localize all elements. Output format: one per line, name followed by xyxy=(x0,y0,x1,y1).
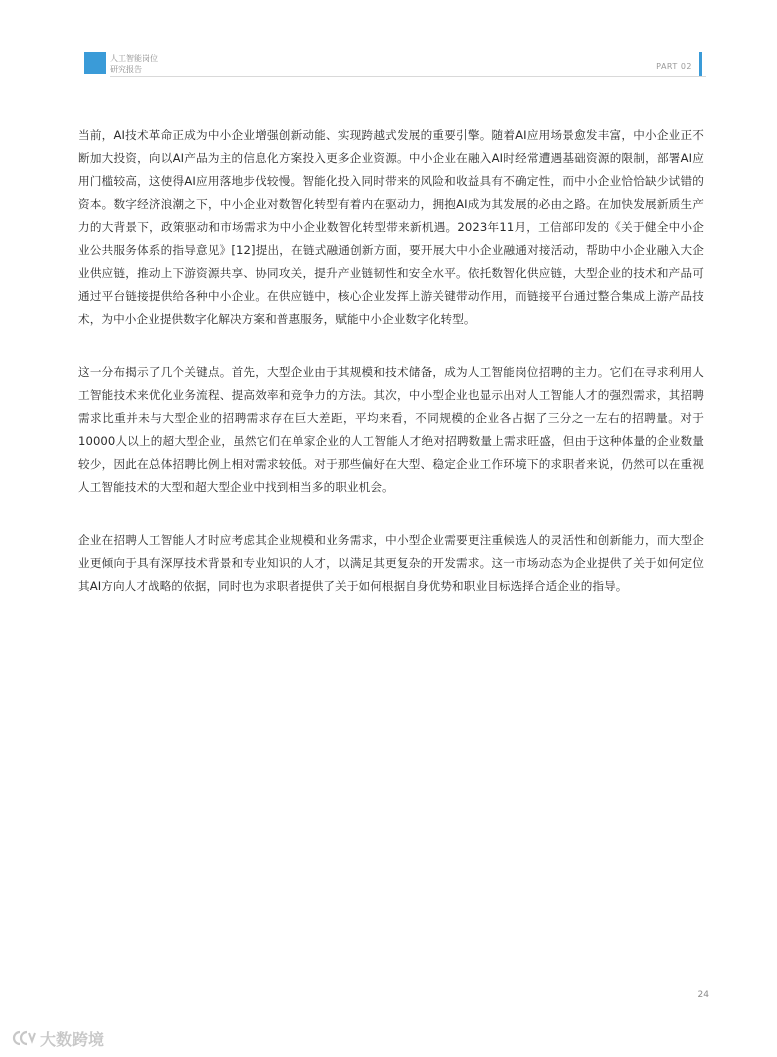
header-subtitle: 研究报告 xyxy=(110,65,142,74)
ccv-logo-icon xyxy=(10,1028,36,1048)
watermark-text: 大数跨境 xyxy=(40,1029,105,1049)
body-content xyxy=(78,124,704,628)
header-accent-bar xyxy=(699,52,702,76)
watermark xyxy=(10,1027,104,1049)
header-part-label: PART 02 xyxy=(656,62,692,71)
page-number: 24 xyxy=(697,990,709,1000)
header-title: 人工智能岗位 xyxy=(110,54,158,63)
paragraph-3: 企业在招聘人工智能人才时应考虑其企业规模和业务需求，中小型企业需要更注重候选人的灵活性和创新能力，而大型企业更倾向于具有深厚技术背景和专业知识的人才，以满足其更复杂的开发需求。这一市场动态为企业提供了关于如何定位其AI方向人才战略的依据，同时也为求职者提供了关于如何根据自身优势和职业目标选择合适企业的指导。 xyxy=(78,533,704,593)
paragraph-2: 这一分布揭示了几个关键点。首先，大型企业由于其规模和技术储备，成为人工智能岗位招聘的主力。它们在寻求利用人工智能技术来优化业务流程、提高效率和竞争力的方法。其次，中小型企业也显示出对人工智能人才的强烈需求，其招聘需求比重并未与大型企业的招聘需求存在巨大差距，平均来看，不同规模的企业各占据了三分之一左右的招聘量。对于10000人以上的超大型企业，虽然它们在单家企业的人工智能人才绝对招聘数量上需求旺盛，但由于这种体量的企业数量较少，因此在总体招聘比例上相对需求较低。对于那些偏好在大型、稳定企业工作环境下的求职者来说，仍然可以在重视人工智能技术的大型和超大型企业中找到相当多的职业机会。 xyxy=(78,365,704,494)
header-divider xyxy=(110,76,706,77)
header-square-icon xyxy=(84,52,106,74)
paragraph-1: 当前，AI技术革命正成为中小企业增强创新动能、实现跨越式发展的重要引擎。随着AI应用场景愈发丰富，中小企业正不断加大投资，向以AI产品为主的信息化方案投入更多企业资源。中小企业在融入AI时经常遭遇基础资源的限制，部署AI应用门槛较高，这使得AI应用落地步伐较慢。智能化投入同时带来的风险和收益具有不确定性，而中小企业恰恰缺少试错的资本。数字经济浪潮之下，中小企业对数智化转型有着内在驱动力，拥抱AI成为其发展的必由之路。在加快发展新质生产力的大背景下，政策驱动和市场需求为中小企业数智化转型带来新机遇。2023年11月，工信部印发的《关于健全中小企业公共服务体系的指导意见》[12]提出，在链式融通创新方面，要开展大中小企业融通对接活动，帮助中小企业融入大企业供应链，推动上下游资源共享、协同攻关，提升产业链韧性和安全水平。依托数智化供应链，大型企业的技术和产品可通过平台链接提供给各种中小企业。在供应链中，核心企业发挥上游关键带动作用，而链接平台通过整合集成上游产品技术，为中小企业提供数字化解决方案和普惠服务，赋能中小企业数字化转型。 xyxy=(78,128,704,326)
page-header xyxy=(84,52,706,78)
